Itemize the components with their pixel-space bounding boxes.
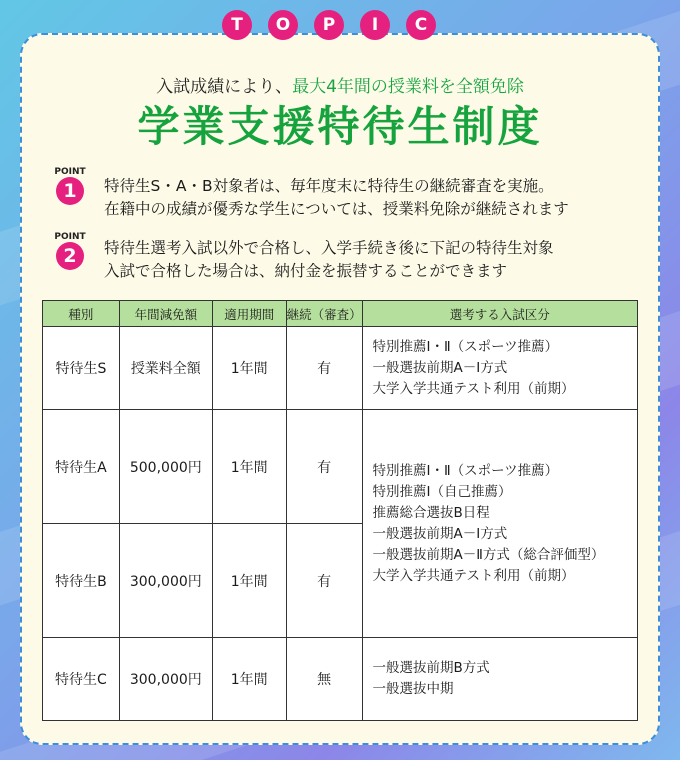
- point-1-text: [104, 175, 569, 221]
- exam-item: 特別推薦Ⅰ・Ⅱ（スポーツ推薦）: [372, 338, 559, 355]
- point-number: 2: [56, 242, 84, 270]
- cell-period: 1年間: [212, 524, 286, 638]
- cell-exam: [362, 327, 637, 410]
- header-amount: 年間減免額: [119, 301, 212, 327]
- table-row: [43, 327, 638, 410]
- cell-period: 1年間: [212, 410, 286, 524]
- header-type: 種別: [43, 301, 120, 327]
- cell-type: 特待生A: [43, 410, 120, 524]
- topic-letter: T: [222, 10, 252, 40]
- point-1-line: 特待生S・A・B対象者は、毎年度末に特待生の継続審査を実施。: [104, 177, 554, 195]
- point-2-line: 特待生選考入試以外で合格し、入学手続き後に下記の特待生対象: [104, 239, 554, 257]
- exam-item: 特別推薦Ⅰ（自己推薦）: [372, 483, 512, 500]
- cell-amount: 授業料全額: [119, 327, 212, 410]
- exam-item: 特別推薦Ⅰ・Ⅱ（スポーツ推薦）: [372, 462, 559, 479]
- header-continue: 継続（審査）: [286, 301, 362, 327]
- cell-type: 特待生B: [43, 524, 120, 638]
- table-row: [43, 638, 638, 721]
- point-label: POINT: [54, 167, 86, 177]
- point-1-line: 在籍中の成績が優秀な学生については、授業料免除が継続されます: [104, 200, 569, 218]
- page-title: 学業支援特待生制度: [137, 102, 543, 151]
- cell-continue: 有: [286, 524, 362, 638]
- point-label: POINT: [54, 232, 86, 242]
- exam-item: 一般選抜前期B方式: [372, 660, 490, 676]
- subtitle-highlight: 最大4年間の授業料を全額免除: [292, 77, 524, 97]
- point-2-marker: [50, 232, 90, 270]
- cell-continue: 無: [286, 638, 362, 721]
- topic-badge: [222, 10, 436, 40]
- cell-period: 1年間: [212, 638, 286, 721]
- point-2-text: [104, 237, 554, 283]
- subtitle-prefix: 入試成績により、: [156, 77, 293, 97]
- cell-continue: 有: [286, 327, 362, 410]
- cell-continue: 有: [286, 410, 362, 524]
- table-row: [43, 410, 638, 524]
- topic-letter: P: [314, 10, 344, 40]
- cell-type: 特待生S: [43, 327, 120, 410]
- exam-item: 推薦総合選抜B日程: [372, 504, 490, 521]
- cell-amount: 500,000円: [119, 410, 212, 524]
- topic-letter: I: [360, 10, 390, 40]
- exam-item: 大学入学共通テスト利用（前期）: [372, 380, 575, 397]
- topic-letter: C: [406, 10, 436, 40]
- header-exam: 選考する入試区分: [362, 301, 637, 327]
- exam-item: 一般選抜前期A－Ⅱ方式（総合評価型）: [372, 546, 605, 563]
- exam-item: 一般選抜前期A－Ⅰ方式: [372, 525, 508, 542]
- cell-exam: [362, 410, 637, 638]
- cell-type: 特待生C: [43, 638, 120, 721]
- cell-amount: 300,000円: [119, 524, 212, 638]
- cell-period: 1年間: [212, 327, 286, 410]
- exam-item: 一般選抜中期: [372, 681, 454, 697]
- exam-item: 一般選抜前期A－Ⅰ方式: [372, 359, 508, 376]
- topic-letter: O: [268, 10, 298, 40]
- header-period: 適用期間: [212, 301, 286, 327]
- point-2-line: 入試で合格した場合は、納付金を振替することができます: [104, 262, 508, 280]
- table-header-row: [43, 301, 638, 327]
- cell-amount: 300,000円: [119, 638, 212, 721]
- scholarship-table: [42, 300, 638, 721]
- cell-exam: [362, 638, 637, 721]
- point-number: 1: [56, 177, 84, 205]
- point-1-marker: [50, 167, 90, 205]
- exam-item: 大学入学共通テスト利用（前期）: [372, 567, 575, 584]
